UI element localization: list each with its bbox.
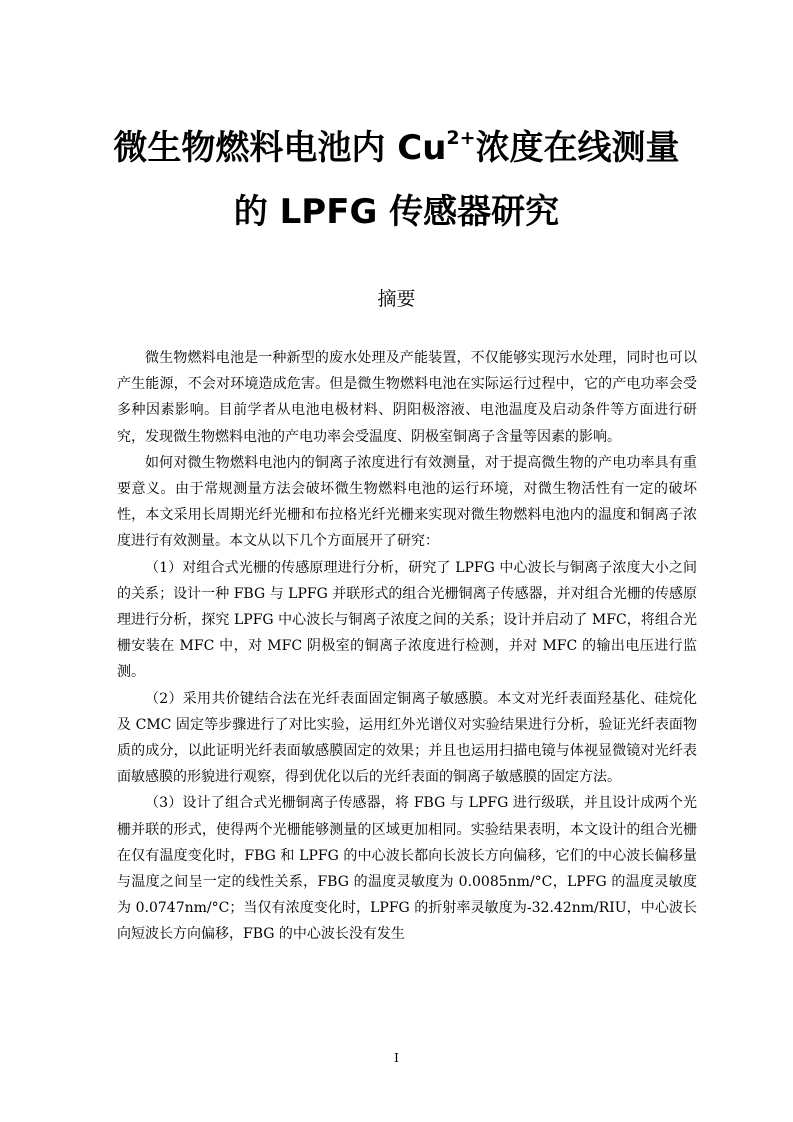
abstract-paragraph-2: 如何对微生物燃料电池内的铜离子浓度进行有效测量，对于提高微生物的产电功率具有重要意义。由于常规测量方法会破坏微生物燃料电池的运行环境，对微生物活性有一定的破坏性，本文采用长周期光纤光栅和布拉格光纤光栅来实现对微生物燃料电池内的温度和铜离子浓度进行有效测量。本文从以下几个方面展开了研究： — [117, 454, 697, 550]
page-number: I — [394, 1051, 399, 1065]
abstract-paragraph-3: （1）对组合式光栅的传感原理进行分析，研究了 LPFG 中心波长与铜离子浓度大小之间的关系；设计一种 FBG 与 LPFG 并联形式的组合光栅铜离子传感器，并对组合光栅的传感原理进行分析，探究 LPFG 中心波长与铜离子浓度之间的关系；设计并启动了 MFC，将组合光栅安装在 MFC 中，对 MFC 阴极室的铜离子浓度进行检测，并对 MFC 的输出电压进行监测。 — [117, 559, 697, 681]
abstract-paragraph-4: （2）采用共价键结合法在光纤表面固定铜离子敏感膜。本文对光纤表面羟基化、硅烷化及 CMC 固定等步骤进行了对比实验，运用红外光谱仪对实验结果进行分析，验证光纤表面物质的成分，以此证明光纤表面敏感膜固定的效果；并且也运用扫描电镜与体视显微镜对光纤表面敏感膜的形貌进行观察，得到优化以后的光纤表面的铜离子敏感膜的固定方法。 — [117, 690, 697, 786]
abstract-body — [117, 345, 697, 948]
paper-title-line-1 — [0, 128, 793, 168]
abstract-paragraph-1: 微生物燃料电池是一种新型的废水处理及产能装置，不仅能够实现污水处理，同时也可以产生能源，不会对环境造成危害。但是微生物燃料电池在实际运行过程中，它的产电功率会受多种因素影响。目前学者从电池电极材料、阴阳极溶液、电池温度及启动条件等方面进行研究，发现微生物燃料电池的产电功率会受温度、阴极室铜离子含量等因素的影响。 — [117, 350, 697, 445]
title-text-before-superscript: 微生物燃料电池内 Cu — [113, 128, 447, 168]
abstract-paragraph-5: （3）设计了组合式光栅铜离子传感器，将 FBG 与 LPFG 进行级联，并且设计成两个光栅并联的形式，使得两个光栅能够测量的区域更加相同。实验结果表明，本文设计的组合光栅在仅有温度变化时，FBG 和 LPFG 的中心波长都向长波长方向偏移，它们的中心波长偏移量与温度之间呈一定的线性关系，FBG 的温度灵敏度为 0.0085nm/°C，LPFG 的温度灵敏度为 0.0747nm/°C；当仅有浓度变化时，LPFG 的折射率灵敏度为-32.42nm/RIU，中心波长向短波长方向偏移，FBG 的中心波长没有发生 — [117, 795, 697, 943]
title-text-after-superscript: 浓度在线测量 — [475, 128, 680, 168]
title-superscript-charge: 2+ — [446, 127, 476, 149]
abstract-heading: 摘要 — [377, 288, 416, 310]
paper-title-line-2: 的 LPFG 传感器研究 — [233, 192, 560, 232]
